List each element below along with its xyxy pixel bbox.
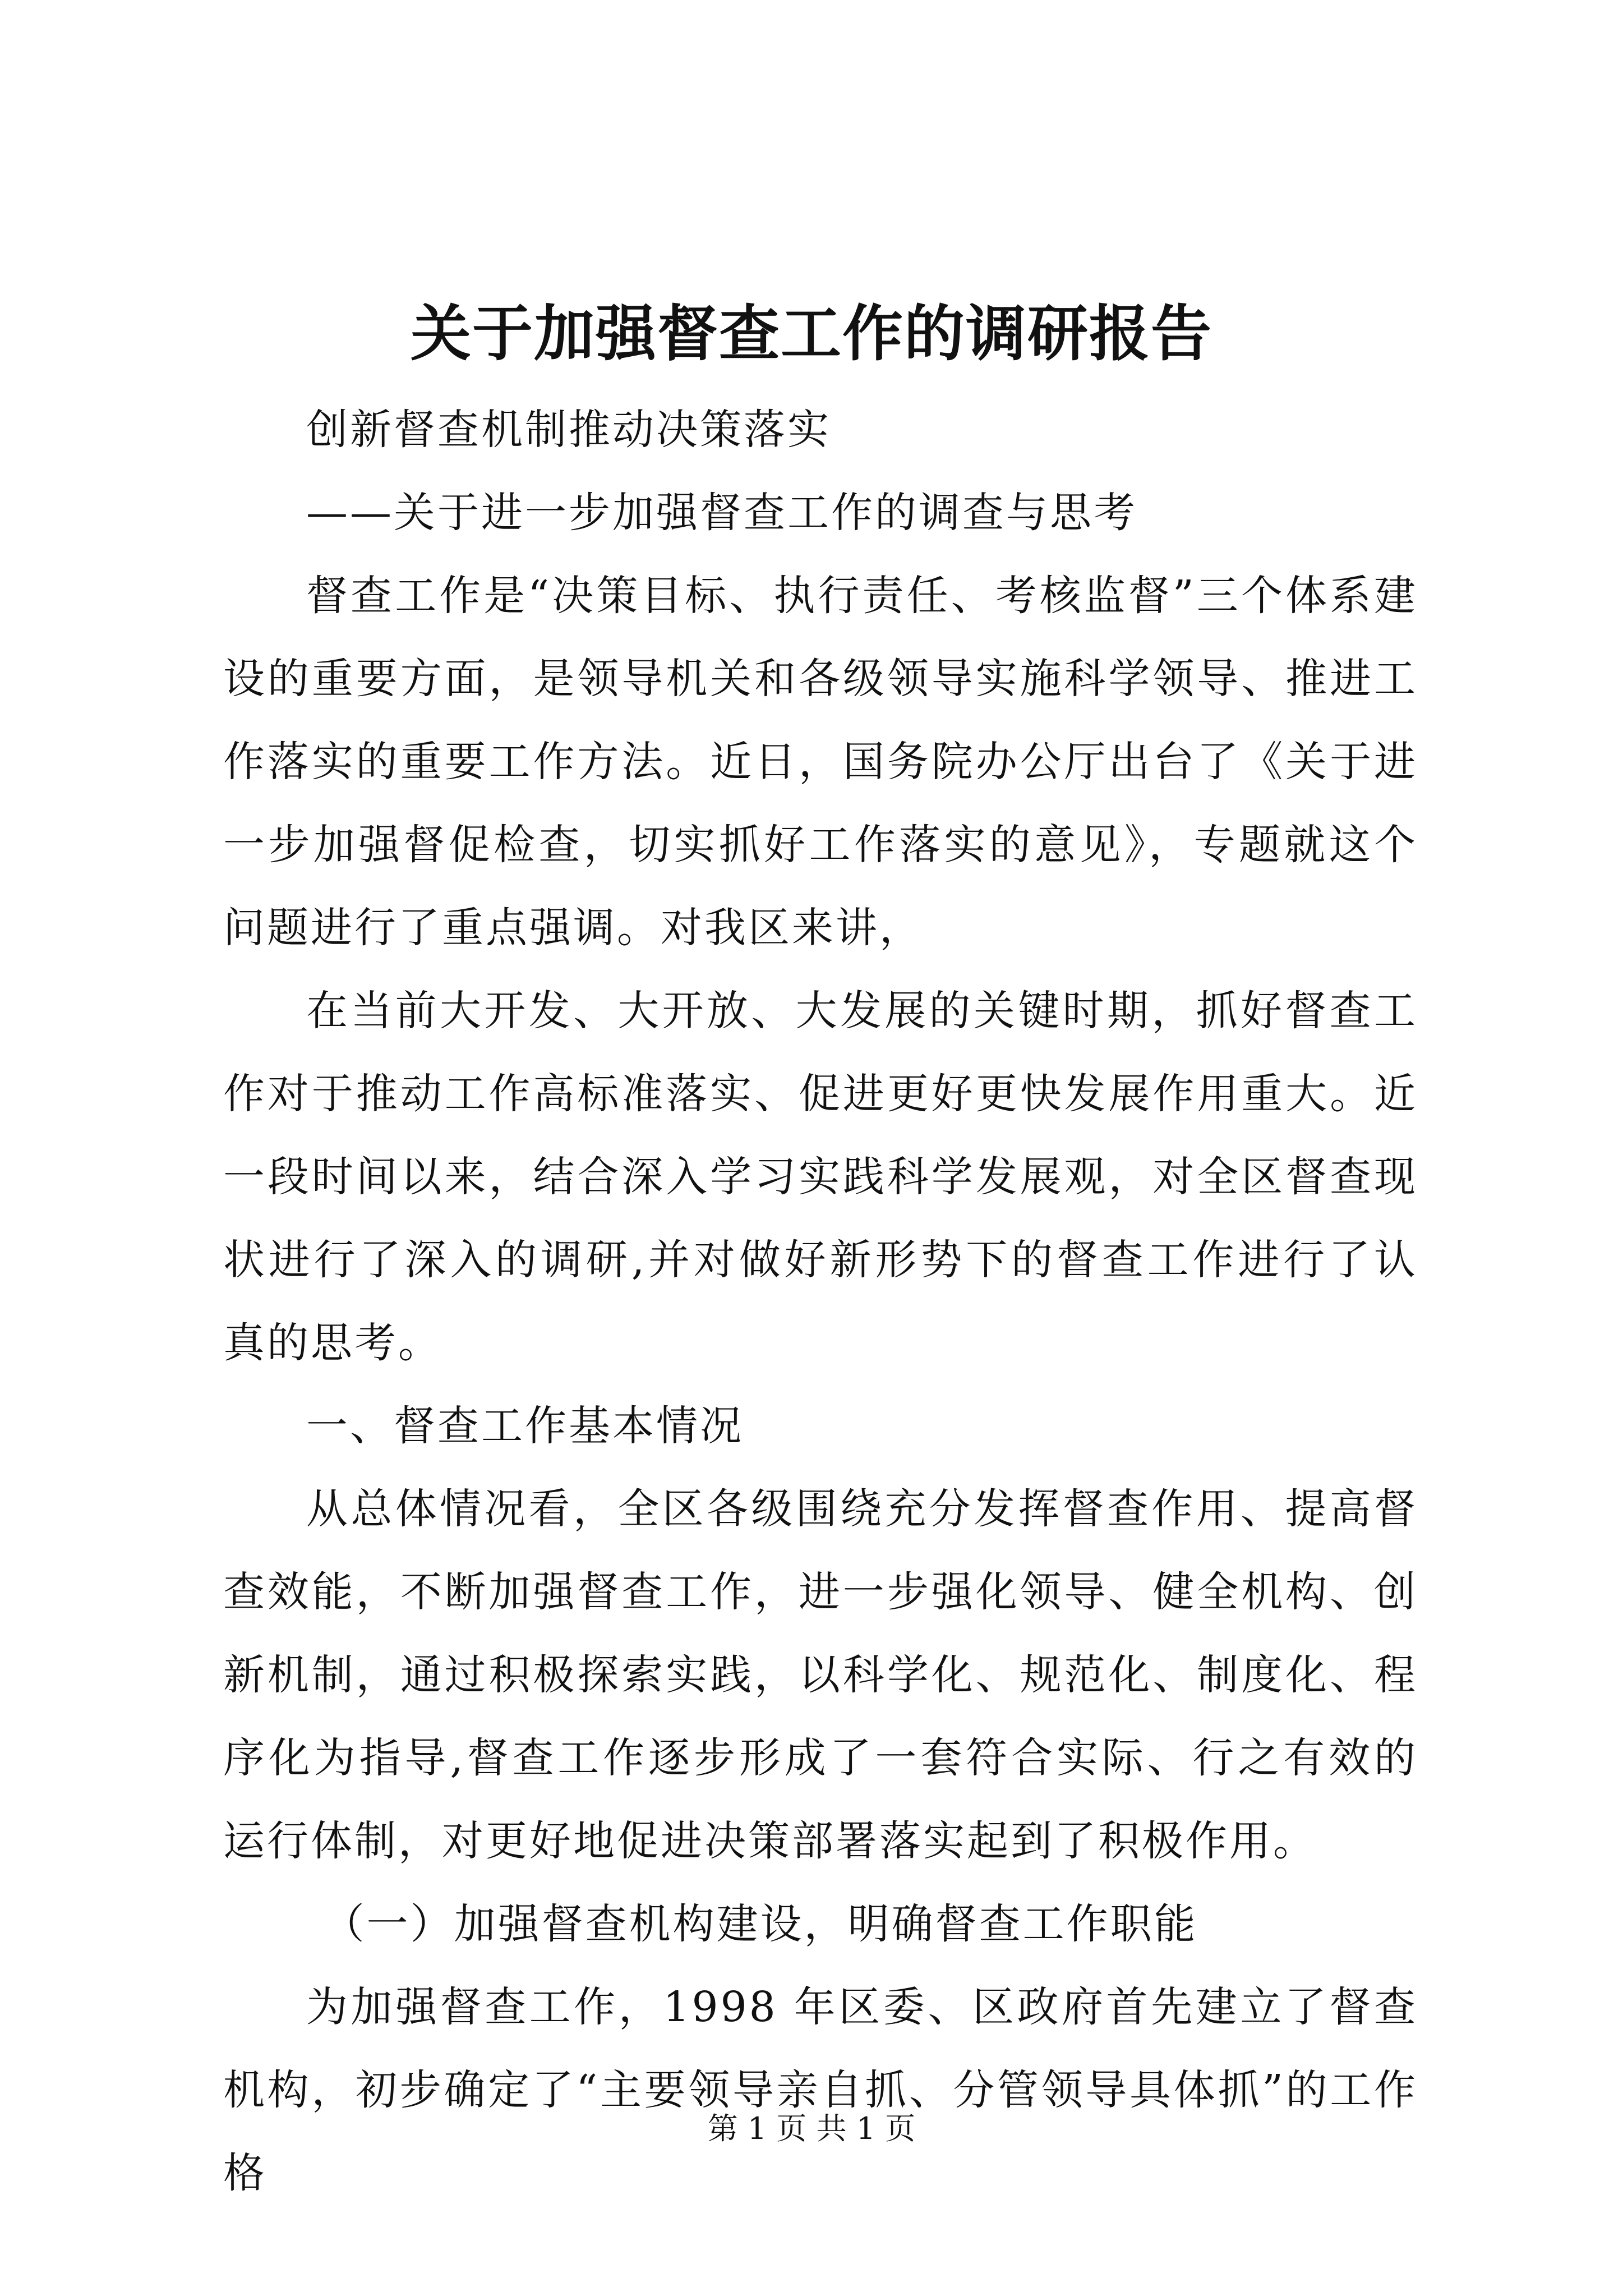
document-title: 关于加强督查工作的调研报告 [410, 298, 1212, 369]
body-paragraph: 为加强督查工作，1998 年区委、区政府首先建立了督查机构，初步确定了“主要领导亲自抓、分管领导具体抓”的工作格 [223, 1983, 1418, 2197]
page-footer: 第 1 页 共 1 页 [707, 2111, 916, 2146]
subtitle-line: 创新督查机制推动决策落实 [306, 406, 831, 454]
body-paragraph: 督查工作是“决策目标、执行责任、考核监督”三个体系建设的重要方面，是领导机关和各级领导实施科学领导、推进工作落实的重要工作方法。近日，国务院办公厅出台了《关于进一步加强督促检查，切实抓好工作落实的意见》，专题就这个问题进行了重点强调。对我区来讲， [223, 572, 1418, 952]
body-paragraph: 在当前大开发、大开放、大发展的关键时期，抓好督查工作对于推动工作高标准落实、促进更好更快发展作用重大。近一段时间以来，结合深入学习实践科学发展观，对全区督查现状进行了深入的调研,并对做好新形势下的督查工作进行了认真的思考。 [223, 987, 1418, 1367]
section-heading: 一、督查工作基本情况 [306, 1402, 744, 1450]
document-body [223, 388, 1418, 2215]
subtitle-dash-line: ——关于进一步加强督查工作的调查与思考 [306, 489, 1137, 537]
body-paragraph: 从总体情况看，全区各级围绕充分发挥督查作用、提高督查效能，不断加强督查工作，进一步强化领导、健全机构、创新机制，通过积极探索实践，以科学化、规范化、制度化、程序化为指导,督查工作逐步形成了一套符合实际、行之有效的运行体制，对更好地促进决策部署落实起到了积极作用。 [223, 1485, 1418, 1865]
subsection-heading: （一）加强督查机构建设，明确督查工作职能 [322, 1900, 1198, 1948]
